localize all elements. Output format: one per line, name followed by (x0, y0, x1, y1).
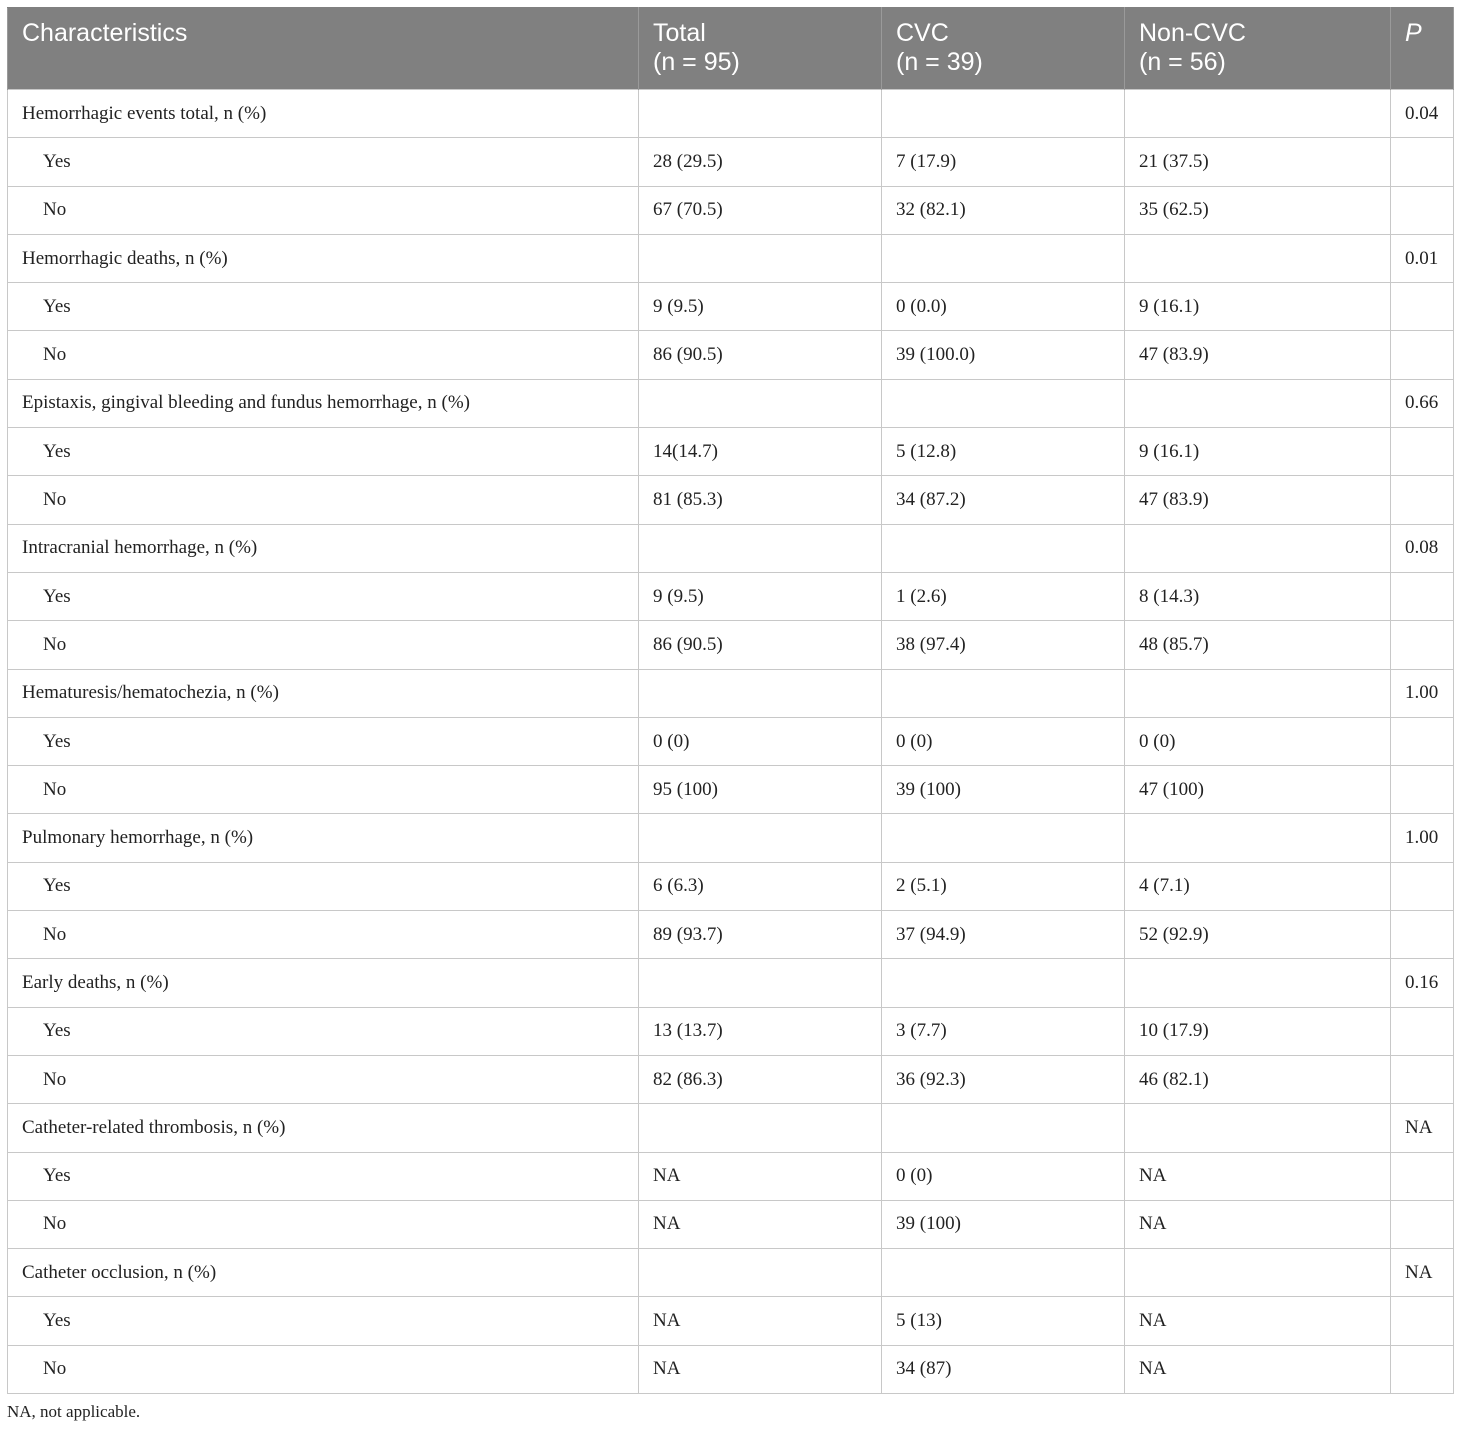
empty-cell (1125, 379, 1391, 427)
empty-cell (1391, 1297, 1454, 1345)
table-row (8, 717, 1454, 765)
row-label-cell: Yes (8, 1152, 639, 1200)
empty-cell (1125, 959, 1391, 1007)
header-line: P (1405, 19, 1422, 47)
group-label-cell: Catheter occlusion, n (%) (8, 1249, 639, 1297)
total-cell: 81 (85.3) (639, 476, 882, 524)
cvc-cell: 39 (100) (882, 766, 1125, 814)
row-label-cell: Yes (8, 717, 639, 765)
total-cell: 67 (70.5) (639, 186, 882, 234)
table-row (8, 572, 1454, 620)
empty-cell (639, 379, 882, 427)
header-row (8, 8, 1454, 90)
total-cell: 9 (9.5) (639, 572, 882, 620)
empty-cell (882, 669, 1125, 717)
p-value-cell: 0.66 (1391, 379, 1454, 427)
p-value-cell: 1.00 (1391, 814, 1454, 862)
empty-cell (639, 669, 882, 717)
header-line: CVC (896, 19, 949, 47)
total-cell: NA (639, 1297, 882, 1345)
group-label-cell: Hematuresis/hematochezia, n (%) (8, 669, 639, 717)
row-label-cell: No (8, 621, 639, 669)
table-row-group-heading (8, 669, 1454, 717)
group-label-cell: Hemorrhagic deaths, n (%) (8, 234, 639, 282)
empty-cell (639, 90, 882, 138)
empty-cell (1125, 234, 1391, 282)
row-label-cell: No (8, 1200, 639, 1248)
table-row-group-heading (8, 1104, 1454, 1152)
cvc-cell: 34 (87.2) (882, 476, 1125, 524)
header-line: (n = 95) (653, 48, 740, 76)
empty-cell (1391, 1007, 1454, 1055)
header-p-value (1391, 8, 1454, 90)
table-row-group-heading (8, 814, 1454, 862)
row-label-cell: Yes (8, 138, 639, 186)
row-label-cell: No (8, 186, 639, 234)
empty-cell (1391, 138, 1454, 186)
row-label-cell: No (8, 911, 639, 959)
total-cell: 13 (13.7) (639, 1007, 882, 1055)
total-cell: NA (639, 1152, 882, 1200)
group-label-cell: Pulmonary hemorrhage, n (%) (8, 814, 639, 862)
cvc-cell: 39 (100) (882, 1200, 1125, 1248)
table-row (8, 331, 1454, 379)
table-row (8, 283, 1454, 331)
header-cvc (882, 8, 1125, 90)
group-label-cell: Intracranial hemorrhage, n (%) (8, 524, 639, 572)
table-row-group-heading (8, 379, 1454, 427)
row-label-cell: No (8, 1345, 639, 1393)
table-row (8, 911, 1454, 959)
non-cvc-cell: NA (1125, 1297, 1391, 1345)
header-characteristics (8, 8, 639, 90)
non-cvc-cell: NA (1125, 1200, 1391, 1248)
empty-cell (639, 1104, 882, 1152)
empty-cell (882, 814, 1125, 862)
table-row (8, 766, 1454, 814)
table-row (8, 1345, 1454, 1393)
row-label-cell: Yes (8, 862, 639, 910)
row-label-cell: No (8, 766, 639, 814)
empty-cell (1125, 90, 1391, 138)
row-label-cell: No (8, 1055, 639, 1103)
table-row (8, 1297, 1454, 1345)
header-line: Characteristics (22, 19, 188, 47)
empty-cell (1391, 428, 1454, 476)
header-line: (n = 56) (1139, 48, 1226, 76)
empty-cell (1391, 1055, 1454, 1103)
empty-cell (882, 959, 1125, 1007)
empty-cell (1391, 1152, 1454, 1200)
empty-cell (882, 1104, 1125, 1152)
row-label-cell: Yes (8, 1297, 639, 1345)
total-cell: 89 (93.7) (639, 911, 882, 959)
header-total (639, 8, 882, 90)
cvc-cell: 37 (94.9) (882, 911, 1125, 959)
empty-cell (1391, 862, 1454, 910)
empty-cell (639, 234, 882, 282)
table-row-group-heading (8, 1249, 1454, 1297)
row-label-cell: No (8, 476, 639, 524)
group-label-cell: Catheter-related thrombosis, n (%) (8, 1104, 639, 1152)
total-cell: 86 (90.5) (639, 331, 882, 379)
empty-cell (1391, 1345, 1454, 1393)
group-label-cell: Hemorrhagic events total, n (%) (8, 90, 639, 138)
row-label-cell: Yes (8, 1007, 639, 1055)
cvc-cell: 5 (13) (882, 1297, 1125, 1345)
table-row (8, 1055, 1454, 1103)
p-value-cell: 0.16 (1391, 959, 1454, 1007)
total-cell: 0 (0) (639, 717, 882, 765)
empty-cell (882, 379, 1125, 427)
row-label-cell: No (8, 331, 639, 379)
empty-cell (1125, 1104, 1391, 1152)
group-label-cell: Early deaths, n (%) (8, 959, 639, 1007)
empty-cell (1125, 669, 1391, 717)
non-cvc-cell: 46 (82.1) (1125, 1055, 1391, 1103)
p-value-cell: 0.08 (1391, 524, 1454, 572)
table-row (8, 621, 1454, 669)
empty-cell (1391, 766, 1454, 814)
cvc-cell: 32 (82.1) (882, 186, 1125, 234)
empty-cell (639, 524, 882, 572)
total-cell: 6 (6.3) (639, 862, 882, 910)
non-cvc-cell: NA (1125, 1152, 1391, 1200)
empty-cell (1125, 524, 1391, 572)
empty-cell (1391, 911, 1454, 959)
row-label-cell: Yes (8, 428, 639, 476)
results-table (7, 7, 1454, 1394)
table-row (8, 862, 1454, 910)
table-row (8, 1200, 1454, 1248)
empty-cell (1391, 186, 1454, 234)
p-value-cell: NA (1391, 1104, 1454, 1152)
total-cell: NA (639, 1345, 882, 1393)
empty-cell (639, 1249, 882, 1297)
cvc-cell: 0 (0.0) (882, 283, 1125, 331)
empty-cell (1391, 717, 1454, 765)
header-line: (n = 39) (896, 48, 983, 76)
non-cvc-cell: NA (1125, 1345, 1391, 1393)
empty-cell (1391, 1200, 1454, 1248)
non-cvc-cell: 52 (92.9) (1125, 911, 1391, 959)
total-cell: 82 (86.3) (639, 1055, 882, 1103)
total-cell: 86 (90.5) (639, 621, 882, 669)
data-table-container (7, 7, 1453, 1394)
non-cvc-cell: 47 (100) (1125, 766, 1391, 814)
table-row (8, 1007, 1454, 1055)
cvc-cell: 36 (92.3) (882, 1055, 1125, 1103)
non-cvc-cell: 35 (62.5) (1125, 186, 1391, 234)
group-label-cell: Epistaxis, gingival bleeding and fundus hemorrhage, n (%) (8, 379, 639, 427)
table-row (8, 1152, 1454, 1200)
cvc-cell: 39 (100.0) (882, 331, 1125, 379)
non-cvc-cell: 47 (83.9) (1125, 476, 1391, 524)
empty-cell (1125, 814, 1391, 862)
empty-cell (882, 234, 1125, 282)
empty-cell (1391, 572, 1454, 620)
row-label-cell: Yes (8, 572, 639, 620)
cvc-cell: 7 (17.9) (882, 138, 1125, 186)
non-cvc-cell: 9 (16.1) (1125, 283, 1391, 331)
total-cell: 14(14.7) (639, 428, 882, 476)
total-cell: 28 (29.5) (639, 138, 882, 186)
total-cell: 95 (100) (639, 766, 882, 814)
p-value-cell: 0.01 (1391, 234, 1454, 282)
empty-cell (639, 959, 882, 1007)
table-row-group-heading (8, 524, 1454, 572)
non-cvc-cell: 8 (14.3) (1125, 572, 1391, 620)
table-row (8, 476, 1454, 524)
cvc-cell: 3 (7.7) (882, 1007, 1125, 1055)
empty-cell (1391, 621, 1454, 669)
table-row (8, 428, 1454, 476)
table-footnote: NA, not applicable. (7, 1402, 141, 1421)
cvc-cell: 5 (12.8) (882, 428, 1125, 476)
non-cvc-cell: 10 (17.9) (1125, 1007, 1391, 1055)
total-cell: 9 (9.5) (639, 283, 882, 331)
empty-cell (639, 814, 882, 862)
non-cvc-cell: 47 (83.9) (1125, 331, 1391, 379)
p-value-cell: 0.04 (1391, 90, 1454, 138)
non-cvc-cell: 0 (0) (1125, 717, 1391, 765)
empty-cell (882, 524, 1125, 572)
empty-cell (882, 90, 1125, 138)
non-cvc-cell: 9 (16.1) (1125, 428, 1391, 476)
table-body (8, 90, 1454, 1394)
empty-cell (882, 1249, 1125, 1297)
table-row-group-heading (8, 90, 1454, 138)
cvc-cell: 1 (2.6) (882, 572, 1125, 620)
table-row (8, 186, 1454, 234)
total-cell: NA (639, 1200, 882, 1248)
header-line: Non-CVC (1139, 19, 1246, 47)
table-row-group-heading (8, 959, 1454, 1007)
non-cvc-cell: 21 (37.5) (1125, 138, 1391, 186)
p-value-cell: NA (1391, 1249, 1454, 1297)
row-label-cell: Yes (8, 283, 639, 331)
empty-cell (1391, 331, 1454, 379)
cvc-cell: 0 (0) (882, 717, 1125, 765)
header-line: Total (653, 19, 706, 47)
cvc-cell: 0 (0) (882, 1152, 1125, 1200)
p-value-cell: 1.00 (1391, 669, 1454, 717)
empty-cell (1391, 476, 1454, 524)
cvc-cell: 38 (97.4) (882, 621, 1125, 669)
empty-cell (1125, 1249, 1391, 1297)
cvc-cell: 2 (5.1) (882, 862, 1125, 910)
header-non-cvc (1125, 8, 1391, 90)
cvc-cell: 34 (87) (882, 1345, 1125, 1393)
non-cvc-cell: 4 (7.1) (1125, 862, 1391, 910)
empty-cell (1391, 283, 1454, 331)
non-cvc-cell: 48 (85.7) (1125, 621, 1391, 669)
table-header (8, 8, 1454, 90)
table-row (8, 138, 1454, 186)
table-row-group-heading (8, 234, 1454, 282)
